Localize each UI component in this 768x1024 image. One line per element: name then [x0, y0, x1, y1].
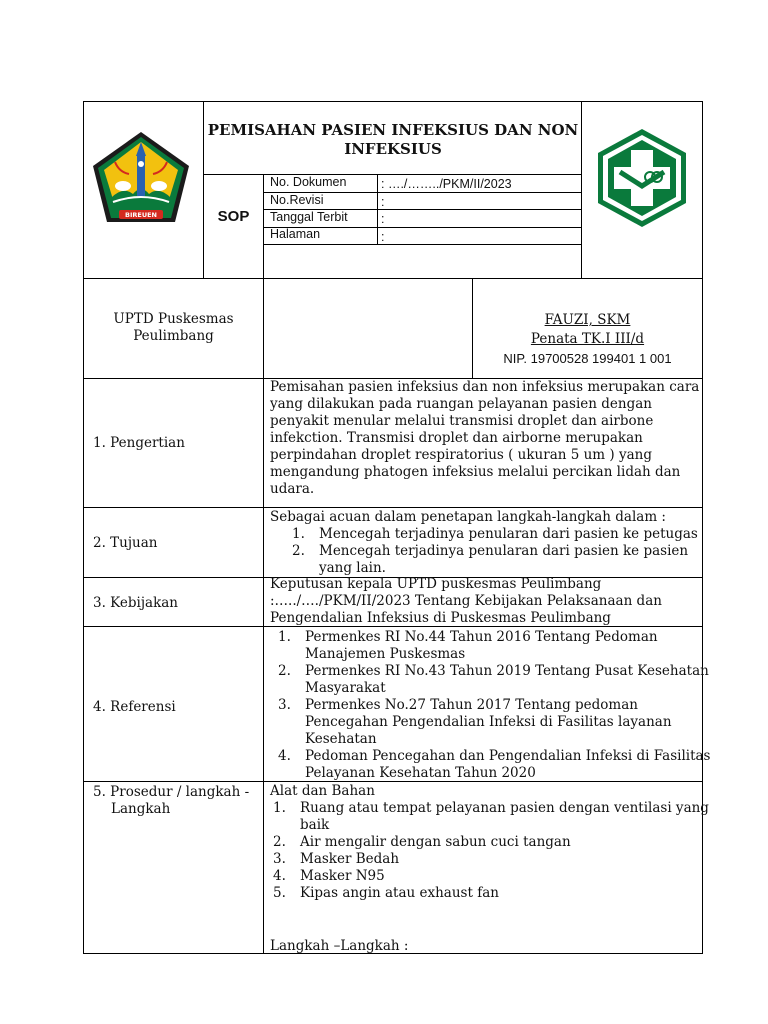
text-line: Keputusan kepala UPTD puskesmas Peulimbang [270, 576, 602, 592]
field-label-no-dokumen: No. Dokumen [270, 175, 347, 189]
field-value-no-revisi: : [381, 195, 385, 209]
title-bottom-rule [203, 174, 582, 175]
org-name-line2: Peulimbang [133, 328, 214, 344]
list-item-text: Permenkes RI No.44 Tahun 2016 Tentang Pedoman [305, 629, 658, 645]
list-item-text: Pencegahan Pengendalian Infeksi di Fasilitas layanan [305, 714, 672, 730]
list-item [278, 629, 711, 663]
list-item-number: 1. [278, 629, 291, 645]
list-item-text: Ruang atau tempat pelayanan pasien dengan ventilasi yang [300, 800, 709, 816]
logo-banner-text: BIREUEN [125, 211, 157, 219]
list-item-text: yang lain. [319, 560, 386, 576]
list-item-text: Permenkes No.27 Tahun 2017 Tentang pedoman [305, 697, 638, 713]
section-label-kebijakan: 3. Kebijakan [93, 595, 179, 611]
field-value-halaman: : [381, 230, 385, 244]
text-line: infekction. Transmisi droplet dan airborne merupakan [270, 430, 643, 446]
row-rule [83, 507, 703, 508]
section-label-pengertian: 1. Pengertian [93, 435, 185, 451]
field-rule [263, 244, 582, 245]
document-title-line2: INFEKSIUS [344, 140, 442, 158]
list-item [278, 663, 711, 697]
list-item-text: baik [300, 817, 330, 833]
org-name-line1: UPTD Puskesmas [113, 311, 234, 327]
header-divider [203, 101, 204, 279]
sop-label: SOP [217, 208, 250, 225]
list-item-number: 2. [273, 834, 286, 850]
list-item-text: Mencegah terjadinya penularan dari pasien ke petugas [319, 526, 698, 542]
signer-name: FAUZI, SKM [544, 312, 631, 328]
text-line: Pengendalian Infeksius di Puskesmas Peulimbang [270, 610, 611, 626]
text-line: mengandung phatogen infeksius melalui percikan lidah dan [270, 464, 681, 480]
list-item [273, 851, 709, 868]
list-item-text: Permenkes RI No.43 Tahun 2019 Tentang Pusat Kesehatan [305, 663, 709, 679]
list-item-text: Masyarakat [305, 680, 386, 696]
list-item-number: 3. [278, 697, 291, 713]
field-value-tanggal-terbit: : [381, 212, 385, 226]
document-title-line1: PEMISAHAN PASIEN INFEKSIUS DAN NON [207, 121, 579, 139]
list-item-text: Masker Bedah [300, 851, 400, 867]
list-item [273, 800, 709, 834]
text-line: Pemisahan pasien infeksius dan non infeksius merupakan cara [270, 379, 700, 395]
table-border-top [83, 101, 703, 102]
prosedur-intro: Alat dan Bahan [270, 783, 375, 799]
field-value-no-dokumen: : …./……../PKM/II/2023 [381, 177, 512, 191]
section-pengertian-text [270, 379, 699, 498]
list-item [278, 697, 711, 748]
field-label-no-revisi: No.Revisi [270, 193, 324, 207]
text-line: perpindahan droplet respiratorius ( ukuran 5 um ) yang [270, 447, 652, 463]
text-line: penyakit menular melalui transmisi droplet dan airbone [270, 413, 654, 429]
section-label-prosedur-line2: Langkah [111, 801, 171, 817]
list-item-text: Manajemen Puskesmas [305, 646, 466, 662]
list-item-text: Mencegah terjadinya penularan dari pasien ke pasien [319, 543, 689, 559]
section-tujuan-text [270, 509, 698, 577]
steps-label: Langkah –Langkah : [270, 938, 409, 954]
list-item-number: 5. [273, 885, 286, 901]
prosedur-list [270, 800, 709, 902]
list-item [273, 834, 709, 851]
text-line: yang dilakukan pada ruangan pelayanan pasien dengan [270, 396, 652, 412]
tujuan-intro: Sebagai acuan dalam penetapan langkah-langkah dalam : [270, 509, 666, 525]
list-item [292, 543, 698, 577]
section-prosedur-text [270, 783, 709, 902]
list-item [278, 748, 711, 782]
list-item-number: 3. [273, 851, 286, 867]
header-bottom-rule [83, 278, 703, 279]
regency-logo [89, 128, 193, 232]
text-line: udara. [270, 481, 315, 497]
puskesmas-cross-icon [590, 126, 694, 230]
org-divider [263, 278, 264, 379]
section-label-referensi: 4. Referensi [93, 699, 176, 715]
field-label-tanggal-terbit: Tanggal Terbit [270, 210, 348, 224]
list-item-text: Kesehatan [305, 731, 377, 747]
table-border-left [83, 101, 84, 954]
section-label-prosedur-line1: 5. Prosedur / langkah - [93, 784, 250, 800]
puskesmas-logo [590, 126, 694, 230]
list-item-text: Pelayanan Kesehatan Tahun 2020 [305, 765, 536, 781]
section-label-tujuan: 2. Tujuan [93, 535, 158, 551]
list-item-number: 2. [278, 663, 291, 679]
header-divider [581, 101, 582, 279]
list-item-number: 1. [273, 800, 286, 816]
list-item-text: Masker N95 [300, 868, 385, 884]
section-referensi-list [278, 629, 711, 782]
signer-nip: NIP. 19700528 199401 1 001 [503, 351, 672, 366]
list-item [273, 868, 709, 885]
field-label-halaman: Halaman [270, 227, 321, 241]
list-item-text: Pedoman Pencegahan dan Pengendalian Infeksi di Fasilitas [305, 748, 711, 764]
section-kebijakan-text [270, 576, 662, 627]
list-item-text: Kipas angin atau exhaust fan [300, 885, 499, 901]
list-item-number: 1. [292, 526, 305, 542]
text-line: :…../…./PKM/II/2023 Tentang Kebijakan Pelaksanaan dan [270, 593, 662, 609]
content-divider [263, 378, 264, 954]
tujuan-list [270, 526, 698, 577]
list-item-text: Air mengalir dengan sabun cuci tangan [300, 834, 571, 850]
list-item [292, 526, 698, 543]
list-item-number: 2. [292, 543, 305, 559]
regency-crest-icon [89, 128, 193, 232]
field-col-divider [377, 174, 378, 245]
signer-rank: Penata TK.I III/d [530, 331, 645, 347]
list-item-number: 4. [278, 748, 291, 764]
list-item-number: 4. [273, 868, 286, 884]
list-item [273, 885, 709, 902]
